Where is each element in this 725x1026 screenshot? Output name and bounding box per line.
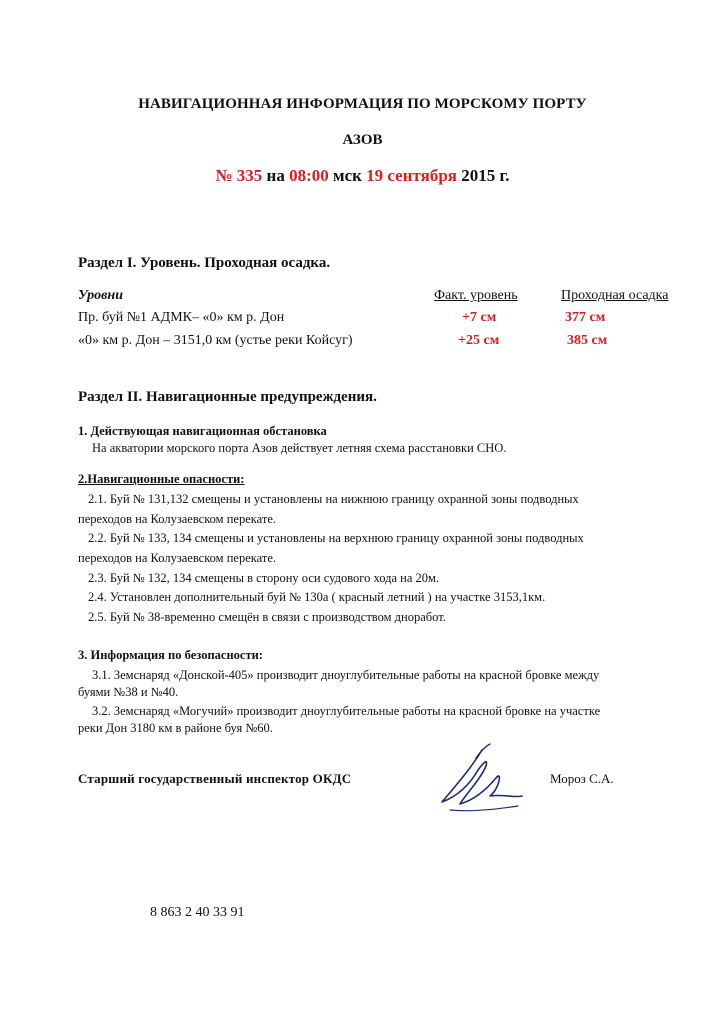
bulletin-date: 19 сентября <box>366 166 457 185</box>
list-item: 3.2. Земснаряд «Могучий» производит дноуглубительные работы на красной бровке на участке <box>92 704 601 718</box>
row-name: Пр. буй №1 АДМК– «0» км р. Дон <box>78 310 285 325</box>
subsection3-title: 3. Информация по безопасности: <box>78 648 263 662</box>
list-item: переходов на Колузаевском перекате. <box>78 551 276 565</box>
bulletin-line <box>0 166 725 186</box>
row-draft: 377 см <box>565 310 606 325</box>
timezone: мск <box>328 166 367 185</box>
row-name: «0» км р. Дон – 3151,0 км (устье реки Койсуг) <box>78 333 353 348</box>
bulletin-year: 2015 г. <box>457 166 510 185</box>
row-draft: 385 см <box>567 333 608 348</box>
signature-image <box>430 740 530 820</box>
col-header-fact: Факт. уровень <box>434 288 518 303</box>
list-item: буями №38 и №40. <box>78 685 179 699</box>
inspector-name: Мороз С.А. <box>550 771 614 786</box>
number-prefix: № <box>215 166 237 185</box>
section2-title: Раздел II. Навигационные предупреждения. <box>78 389 377 405</box>
subsection1-title: 1. Действующая навигационная обстановка <box>78 424 327 438</box>
list-item: реки Дон 3180 км в районе буя №60. <box>78 721 273 735</box>
phone-number: 8 863 2 40 33 91 <box>150 905 245 920</box>
row-fact: +7 см <box>462 310 497 325</box>
document-title: НАВИГАЦИОННАЯ ИНФОРМАЦИЯ ПО МОРСКОМУ ПОРТУ <box>138 96 587 112</box>
list-item: 2.3. Буй № 132, 134 смещены в сторону оси судового хода на 20м. <box>88 571 440 585</box>
inspector-position: Старший государственный инспектор ОКДС <box>78 771 352 786</box>
bulletin-time: 08:00 <box>289 166 329 185</box>
port-name: АЗОВ <box>342 132 383 148</box>
subsection2-title: 2.Навигационные опасности: <box>78 472 245 486</box>
row-fact: +25 см <box>458 333 500 348</box>
section1-title: Раздел I. Уровень. Проходная осадка. <box>78 255 331 271</box>
col-header-draft: Проходная осадка <box>561 288 669 303</box>
list-item: 2.2. Буй № 133, 134 смещены и установлены на верхнюю границу охранной зоны подводных <box>88 531 584 545</box>
col-header-levels: Уровни <box>78 288 123 303</box>
subsection1-text: На акватории морского порта Азов действует летняя схема расстановки СНО. <box>92 441 507 455</box>
list-item: 2.5. Буй № 38-временно смещён в связи с производством дноработ. <box>88 610 446 624</box>
list-item: 2.4. Установлен дополнительный буй № 130а ( красный летний ) на участке 3153,1км. <box>88 590 546 604</box>
list-item: переходов на Колузаевском перекате. <box>78 512 276 526</box>
list-item: 2.1. Буй № 131,132 смещены и установлены на нижнюю границу охранной зоны подводных <box>88 492 579 506</box>
at-prefix: на <box>262 166 290 185</box>
list-item: 3.1. Земснаряд «Донской-405» производит дноуглубительные работы на красной бровке между <box>92 668 600 682</box>
bulletin-number: 335 <box>236 166 263 185</box>
